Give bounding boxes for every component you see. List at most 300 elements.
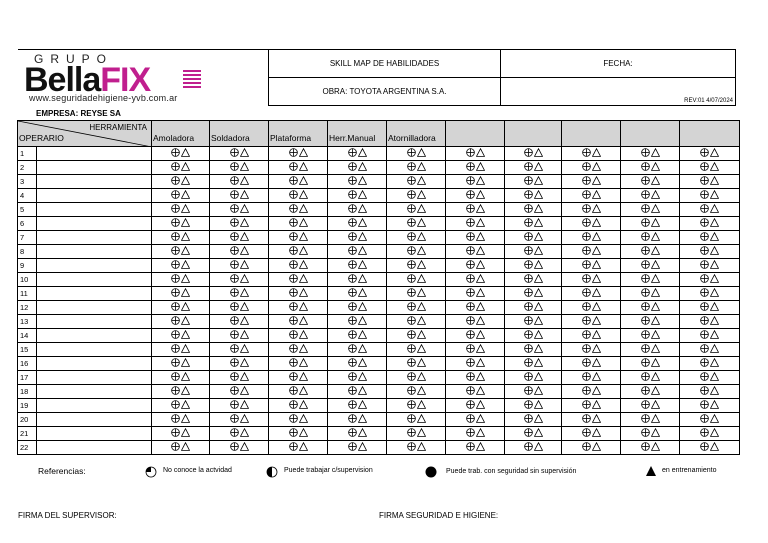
operator-name-cell[interactable] (37, 189, 152, 203)
skill-cell[interactable] (269, 413, 328, 427)
skill-cell[interactable] (446, 441, 505, 455)
skill-cell[interactable] (269, 189, 328, 203)
skill-cell[interactable] (210, 217, 269, 231)
skill-cell[interactable] (152, 329, 210, 343)
skill-cell[interactable] (328, 203, 387, 217)
operator-name-cell[interactable] (37, 273, 152, 287)
skill-cell[interactable] (446, 273, 505, 287)
operator-name-cell[interactable] (37, 259, 152, 273)
skill-cell[interactable] (152, 371, 210, 385)
skill-cell[interactable] (562, 315, 621, 329)
skill-cell[interactable] (210, 343, 269, 357)
skill-cell[interactable] (328, 231, 387, 245)
skill-cell[interactable] (680, 147, 740, 161)
skill-cell[interactable] (446, 399, 505, 413)
skill-cell[interactable] (446, 371, 505, 385)
skill-cell[interactable] (269, 273, 328, 287)
skill-cell[interactable] (446, 427, 505, 441)
skill-cell[interactable] (621, 273, 680, 287)
skill-cell[interactable] (210, 329, 269, 343)
skill-cell[interactable] (269, 343, 328, 357)
skill-cell[interactable] (269, 329, 328, 343)
skill-cell[interactable] (446, 357, 505, 371)
skill-cell[interactable] (680, 441, 740, 455)
skill-cell[interactable] (269, 217, 328, 231)
skill-cell[interactable] (446, 175, 505, 189)
row-number: 2 (18, 161, 37, 175)
operator-name-cell[interactable] (37, 217, 152, 231)
skill-cell[interactable] (152, 301, 210, 315)
circle-plus-icon (171, 372, 180, 381)
skill-cell[interactable] (562, 427, 621, 441)
skill-cell[interactable] (387, 217, 446, 231)
skill-cell[interactable] (387, 231, 446, 245)
skill-cell[interactable] (680, 217, 740, 231)
operator-name-cell[interactable] (37, 231, 152, 245)
skill-cell[interactable] (680, 175, 740, 189)
operator-name-cell[interactable] (37, 161, 152, 175)
skill-symbols (582, 301, 601, 312)
skill-cell[interactable] (387, 301, 446, 315)
skill-cell[interactable] (680, 413, 740, 427)
skill-cell[interactable] (269, 161, 328, 175)
skill-cell[interactable] (328, 287, 387, 301)
skill-cell[interactable] (387, 329, 446, 343)
skill-cell[interactable] (562, 203, 621, 217)
skill-cell[interactable] (152, 315, 210, 329)
skill-cell[interactable] (505, 161, 562, 175)
circle-plus-icon (466, 288, 475, 297)
skill-cell[interactable] (621, 175, 680, 189)
skill-cell[interactable] (562, 357, 621, 371)
operator-name-cell[interactable] (37, 329, 152, 343)
skill-cell[interactable] (328, 273, 387, 287)
skill-cell[interactable] (387, 189, 446, 203)
skill-cell[interactable] (210, 147, 269, 161)
skill-cell[interactable] (562, 161, 621, 175)
skill-cell[interactable] (446, 217, 505, 231)
skill-cell[interactable] (680, 371, 740, 385)
skill-cell[interactable] (621, 413, 680, 427)
skill-cell[interactable] (680, 427, 740, 441)
skill-symbols (700, 371, 719, 382)
skill-cell[interactable] (562, 231, 621, 245)
operator-name-cell[interactable] (37, 147, 152, 161)
skill-cell[interactable] (446, 147, 505, 161)
skill-cell[interactable] (446, 161, 505, 175)
skill-cell[interactable] (328, 315, 387, 329)
triangle-outline-icon (181, 218, 190, 227)
skill-cell[interactable] (387, 273, 446, 287)
circle-plus-icon (700, 330, 709, 339)
operator-name-cell[interactable] (37, 203, 152, 217)
skill-cell[interactable] (680, 343, 740, 357)
skill-cell[interactable] (562, 175, 621, 189)
row-number: 17 (18, 371, 37, 385)
operator-name-cell[interactable] (37, 399, 152, 413)
skill-cell[interactable] (505, 315, 562, 329)
skill-cell[interactable] (505, 357, 562, 371)
triangle-outline-icon (240, 260, 249, 269)
skill-symbols (524, 231, 543, 242)
circle-plus-icon (348, 260, 357, 269)
skill-cell[interactable] (387, 371, 446, 385)
skill-cell[interactable] (210, 315, 269, 329)
skill-cell[interactable] (387, 203, 446, 217)
skill-cell[interactable] (328, 189, 387, 203)
skill-cell[interactable] (328, 343, 387, 357)
circle-plus-icon (641, 260, 650, 269)
skill-cell[interactable] (446, 231, 505, 245)
skill-cell[interactable] (562, 441, 621, 455)
skill-cell[interactable] (621, 161, 680, 175)
skill-cell[interactable] (387, 245, 446, 259)
skill-cell[interactable] (152, 399, 210, 413)
operator-name-cell[interactable] (37, 427, 152, 441)
skill-cell[interactable] (562, 287, 621, 301)
skill-cell[interactable] (328, 385, 387, 399)
skill-cell[interactable] (269, 301, 328, 315)
skill-cell[interactable] (269, 147, 328, 161)
skill-cell[interactable] (387, 399, 446, 413)
skill-cell[interactable] (621, 189, 680, 203)
triangle-outline-icon (651, 400, 660, 409)
skill-cell[interactable] (269, 245, 328, 259)
skill-cell[interactable] (328, 399, 387, 413)
skill-cell[interactable] (152, 343, 210, 357)
skill-cell[interactable] (387, 427, 446, 441)
skill-cell[interactable] (621, 385, 680, 399)
skill-cell[interactable] (387, 441, 446, 455)
skill-cell[interactable] (505, 245, 562, 259)
triangle-outline-icon (651, 428, 660, 437)
skill-cell[interactable] (505, 203, 562, 217)
skill-symbols (524, 441, 543, 452)
skill-cell[interactable] (562, 329, 621, 343)
skill-cell[interactable] (621, 441, 680, 455)
skill-cell[interactable] (269, 287, 328, 301)
skill-cell[interactable] (621, 357, 680, 371)
half-circle-icon (266, 466, 278, 478)
skill-cell[interactable] (446, 189, 505, 203)
skill-cell[interactable] (505, 259, 562, 273)
skill-cell[interactable] (210, 287, 269, 301)
operator-name-cell[interactable] (37, 287, 152, 301)
skill-cell[interactable] (152, 189, 210, 203)
skill-symbols (641, 329, 660, 340)
skill-cell[interactable] (328, 427, 387, 441)
table-row (18, 259, 740, 273)
circle-plus-icon (582, 358, 591, 367)
skill-cell[interactable] (152, 385, 210, 399)
logo-website: www.seguridadehigiene-yvb.com.ar (29, 93, 178, 103)
skill-symbols (230, 385, 249, 396)
triangle-outline-icon (534, 274, 543, 283)
skill-cell[interactable] (269, 259, 328, 273)
skill-cell[interactable] (562, 399, 621, 413)
triangle-outline-icon (651, 274, 660, 283)
skill-cell[interactable] (621, 399, 680, 413)
skill-cell[interactable] (621, 259, 680, 273)
skill-symbols (466, 441, 485, 452)
skill-symbols (466, 329, 485, 340)
skill-cell[interactable] (505, 217, 562, 231)
skill-cell[interactable] (621, 217, 680, 231)
row-number: 5 (18, 203, 37, 217)
skill-cell[interactable] (680, 329, 740, 343)
skill-cell[interactable] (152, 161, 210, 175)
circle-plus-icon (289, 358, 298, 367)
triangle-outline-icon (476, 218, 485, 227)
skill-cell[interactable] (446, 343, 505, 357)
skill-cell[interactable] (680, 399, 740, 413)
skill-cell[interactable] (210, 427, 269, 441)
triangle-outline-icon (651, 358, 660, 367)
skill-cell[interactable] (152, 147, 210, 161)
skill-cell[interactable] (562, 301, 621, 315)
skill-cell[interactable] (210, 259, 269, 273)
skill-cell[interactable] (328, 161, 387, 175)
skill-cell[interactable] (680, 245, 740, 259)
skill-cell[interactable] (446, 245, 505, 259)
skill-cell[interactable] (621, 427, 680, 441)
skill-cell[interactable] (328, 413, 387, 427)
circle-plus-icon (348, 218, 357, 227)
skill-cell[interactable] (680, 273, 740, 287)
skill-cell[interactable] (387, 385, 446, 399)
skill-cell[interactable] (562, 259, 621, 273)
skill-cell[interactable] (269, 315, 328, 329)
skill-cell[interactable] (562, 245, 621, 259)
skill-cell[interactable] (210, 189, 269, 203)
skill-cell[interactable] (621, 329, 680, 343)
skill-cell[interactable] (680, 385, 740, 399)
skill-cell[interactable] (680, 203, 740, 217)
skill-cell[interactable] (328, 357, 387, 371)
skill-cell[interactable] (562, 189, 621, 203)
skill-symbols (171, 441, 190, 452)
skill-cell[interactable] (152, 441, 210, 455)
skill-cell[interactable] (210, 175, 269, 189)
skill-cell[interactable] (505, 371, 562, 385)
skill-cell[interactable] (328, 329, 387, 343)
skill-cell[interactable] (680, 259, 740, 273)
skill-cell[interactable] (152, 245, 210, 259)
skill-cell[interactable] (269, 427, 328, 441)
skill-cell[interactable] (152, 273, 210, 287)
skill-cell[interactable] (152, 203, 210, 217)
skill-cell[interactable] (505, 273, 562, 287)
skill-cell[interactable] (562, 413, 621, 427)
skill-cell[interactable] (328, 301, 387, 315)
skill-cell[interactable] (152, 231, 210, 245)
skill-cell[interactable] (269, 371, 328, 385)
operator-name-cell[interactable] (37, 315, 152, 329)
skill-cell[interactable] (680, 231, 740, 245)
skill-cell[interactable] (152, 217, 210, 231)
operator-name-cell[interactable] (37, 371, 152, 385)
skill-cell[interactable] (387, 147, 446, 161)
skill-cell[interactable] (621, 371, 680, 385)
tool-header (446, 121, 505, 147)
skill-cell[interactable] (505, 329, 562, 343)
skill-symbols (289, 217, 308, 228)
circle-plus-icon (466, 204, 475, 213)
circle-plus-icon (171, 302, 180, 311)
skill-cell[interactable] (210, 301, 269, 315)
skill-cell[interactable] (210, 371, 269, 385)
skill-cell[interactable] (210, 441, 269, 455)
circle-plus-icon (230, 190, 239, 199)
skill-cell[interactable] (328, 259, 387, 273)
skill-cell[interactable] (680, 287, 740, 301)
skill-cell[interactable] (621, 147, 680, 161)
skill-cell[interactable] (446, 259, 505, 273)
skill-cell[interactable] (328, 175, 387, 189)
skill-cell[interactable] (505, 301, 562, 315)
triangle-outline-icon (181, 274, 190, 283)
circle-plus-icon (407, 190, 416, 199)
skill-cell[interactable] (152, 259, 210, 273)
triangle-outline-icon (358, 330, 367, 339)
triangle-outline-icon (417, 148, 426, 157)
skill-cell[interactable] (269, 203, 328, 217)
skill-cell[interactable] (269, 175, 328, 189)
skill-cell[interactable] (621, 231, 680, 245)
skill-cell[interactable] (562, 343, 621, 357)
skill-cell[interactable] (446, 413, 505, 427)
triangle-outline-icon (651, 414, 660, 423)
skill-cell[interactable] (328, 245, 387, 259)
skill-symbols (641, 385, 660, 396)
operator-name-cell[interactable] (37, 245, 152, 259)
operator-name-cell[interactable] (37, 357, 152, 371)
skill-cell[interactable] (446, 315, 505, 329)
skill-cell[interactable] (210, 161, 269, 175)
skill-cell[interactable] (446, 287, 505, 301)
skill-cell[interactable] (680, 189, 740, 203)
skill-cell[interactable] (505, 189, 562, 203)
skill-symbols (171, 357, 190, 368)
circle-plus-icon (582, 372, 591, 381)
skill-cell[interactable] (446, 203, 505, 217)
operator-name-cell[interactable] (37, 301, 152, 315)
skill-cell[interactable] (152, 427, 210, 441)
skill-cell[interactable] (328, 371, 387, 385)
skill-cell[interactable] (387, 357, 446, 371)
skill-cell[interactable] (562, 385, 621, 399)
skill-cell[interactable] (328, 441, 387, 455)
skill-cell[interactable] (621, 315, 680, 329)
skill-cell[interactable] (210, 357, 269, 371)
operator-name-cell[interactable] (37, 175, 152, 189)
skill-cell[interactable] (621, 245, 680, 259)
circle-plus-icon (230, 442, 239, 451)
skill-cell[interactable] (680, 357, 740, 371)
skill-cell[interactable] (269, 231, 328, 245)
skill-cell[interactable] (446, 301, 505, 315)
operator-name-cell[interactable] (37, 441, 152, 455)
skill-cell[interactable] (505, 231, 562, 245)
triangle-outline-icon (358, 316, 367, 325)
skill-cell[interactable] (680, 301, 740, 315)
skill-cell[interactable] (387, 343, 446, 357)
skill-cell[interactable] (210, 245, 269, 259)
skill-symbols (524, 329, 543, 340)
skill-cell[interactable] (505, 343, 562, 357)
skill-cell[interactable] (562, 147, 621, 161)
skill-cell[interactable] (505, 399, 562, 413)
skill-cell[interactable] (210, 385, 269, 399)
skill-cell[interactable] (562, 217, 621, 231)
operator-name-cell[interactable] (37, 385, 152, 399)
skill-cell[interactable] (562, 371, 621, 385)
skill-cell[interactable] (152, 357, 210, 371)
skill-cell[interactable] (621, 203, 680, 217)
skill-cell[interactable] (505, 413, 562, 427)
operator-name-cell[interactable] (37, 343, 152, 357)
skill-cell[interactable] (387, 259, 446, 273)
skill-symbols (641, 287, 660, 298)
triangle-outline-icon (476, 288, 485, 297)
skill-cell[interactable] (387, 161, 446, 175)
skill-cell[interactable] (680, 161, 740, 175)
skill-symbols (171, 189, 190, 200)
skill-cell[interactable] (446, 329, 505, 343)
skill-symbols (641, 357, 660, 368)
skill-cell[interactable] (269, 399, 328, 413)
triangle-outline-icon (181, 330, 190, 339)
skill-cell[interactable] (446, 385, 505, 399)
skill-cell[interactable] (562, 273, 621, 287)
skill-cell[interactable] (387, 315, 446, 329)
skill-cell[interactable] (152, 175, 210, 189)
skill-cell[interactable] (210, 203, 269, 217)
skill-cell[interactable] (210, 231, 269, 245)
skill-cell[interactable] (621, 301, 680, 315)
skill-cell[interactable] (210, 399, 269, 413)
circle-plus-icon (466, 400, 475, 409)
skill-cell[interactable] (387, 287, 446, 301)
skill-cell[interactable] (387, 413, 446, 427)
circle-plus-icon (230, 316, 239, 325)
skill-cell[interactable] (621, 287, 680, 301)
circle-plus-icon (348, 176, 357, 185)
skill-cell[interactable] (505, 427, 562, 441)
skill-cell[interactable] (210, 273, 269, 287)
skill-cell[interactable] (269, 385, 328, 399)
skill-cell[interactable] (505, 287, 562, 301)
skill-cell[interactable] (328, 147, 387, 161)
skill-cell[interactable] (505, 147, 562, 161)
skill-symbols (466, 259, 485, 270)
skill-cell[interactable] (505, 385, 562, 399)
skill-cell[interactable] (210, 413, 269, 427)
skill-cell[interactable] (328, 217, 387, 231)
skill-cell[interactable] (505, 175, 562, 189)
skill-cell[interactable] (621, 343, 680, 357)
circle-plus-icon (289, 288, 298, 297)
skill-cell[interactable] (387, 175, 446, 189)
skill-cell[interactable] (269, 441, 328, 455)
skill-cell[interactable] (505, 441, 562, 455)
skill-cell[interactable] (269, 357, 328, 371)
skill-cell[interactable] (152, 287, 210, 301)
skill-cell[interactable] (680, 315, 740, 329)
skill-symbols (466, 371, 485, 382)
skill-cell[interactable] (152, 413, 210, 427)
operator-name-cell[interactable] (37, 413, 152, 427)
